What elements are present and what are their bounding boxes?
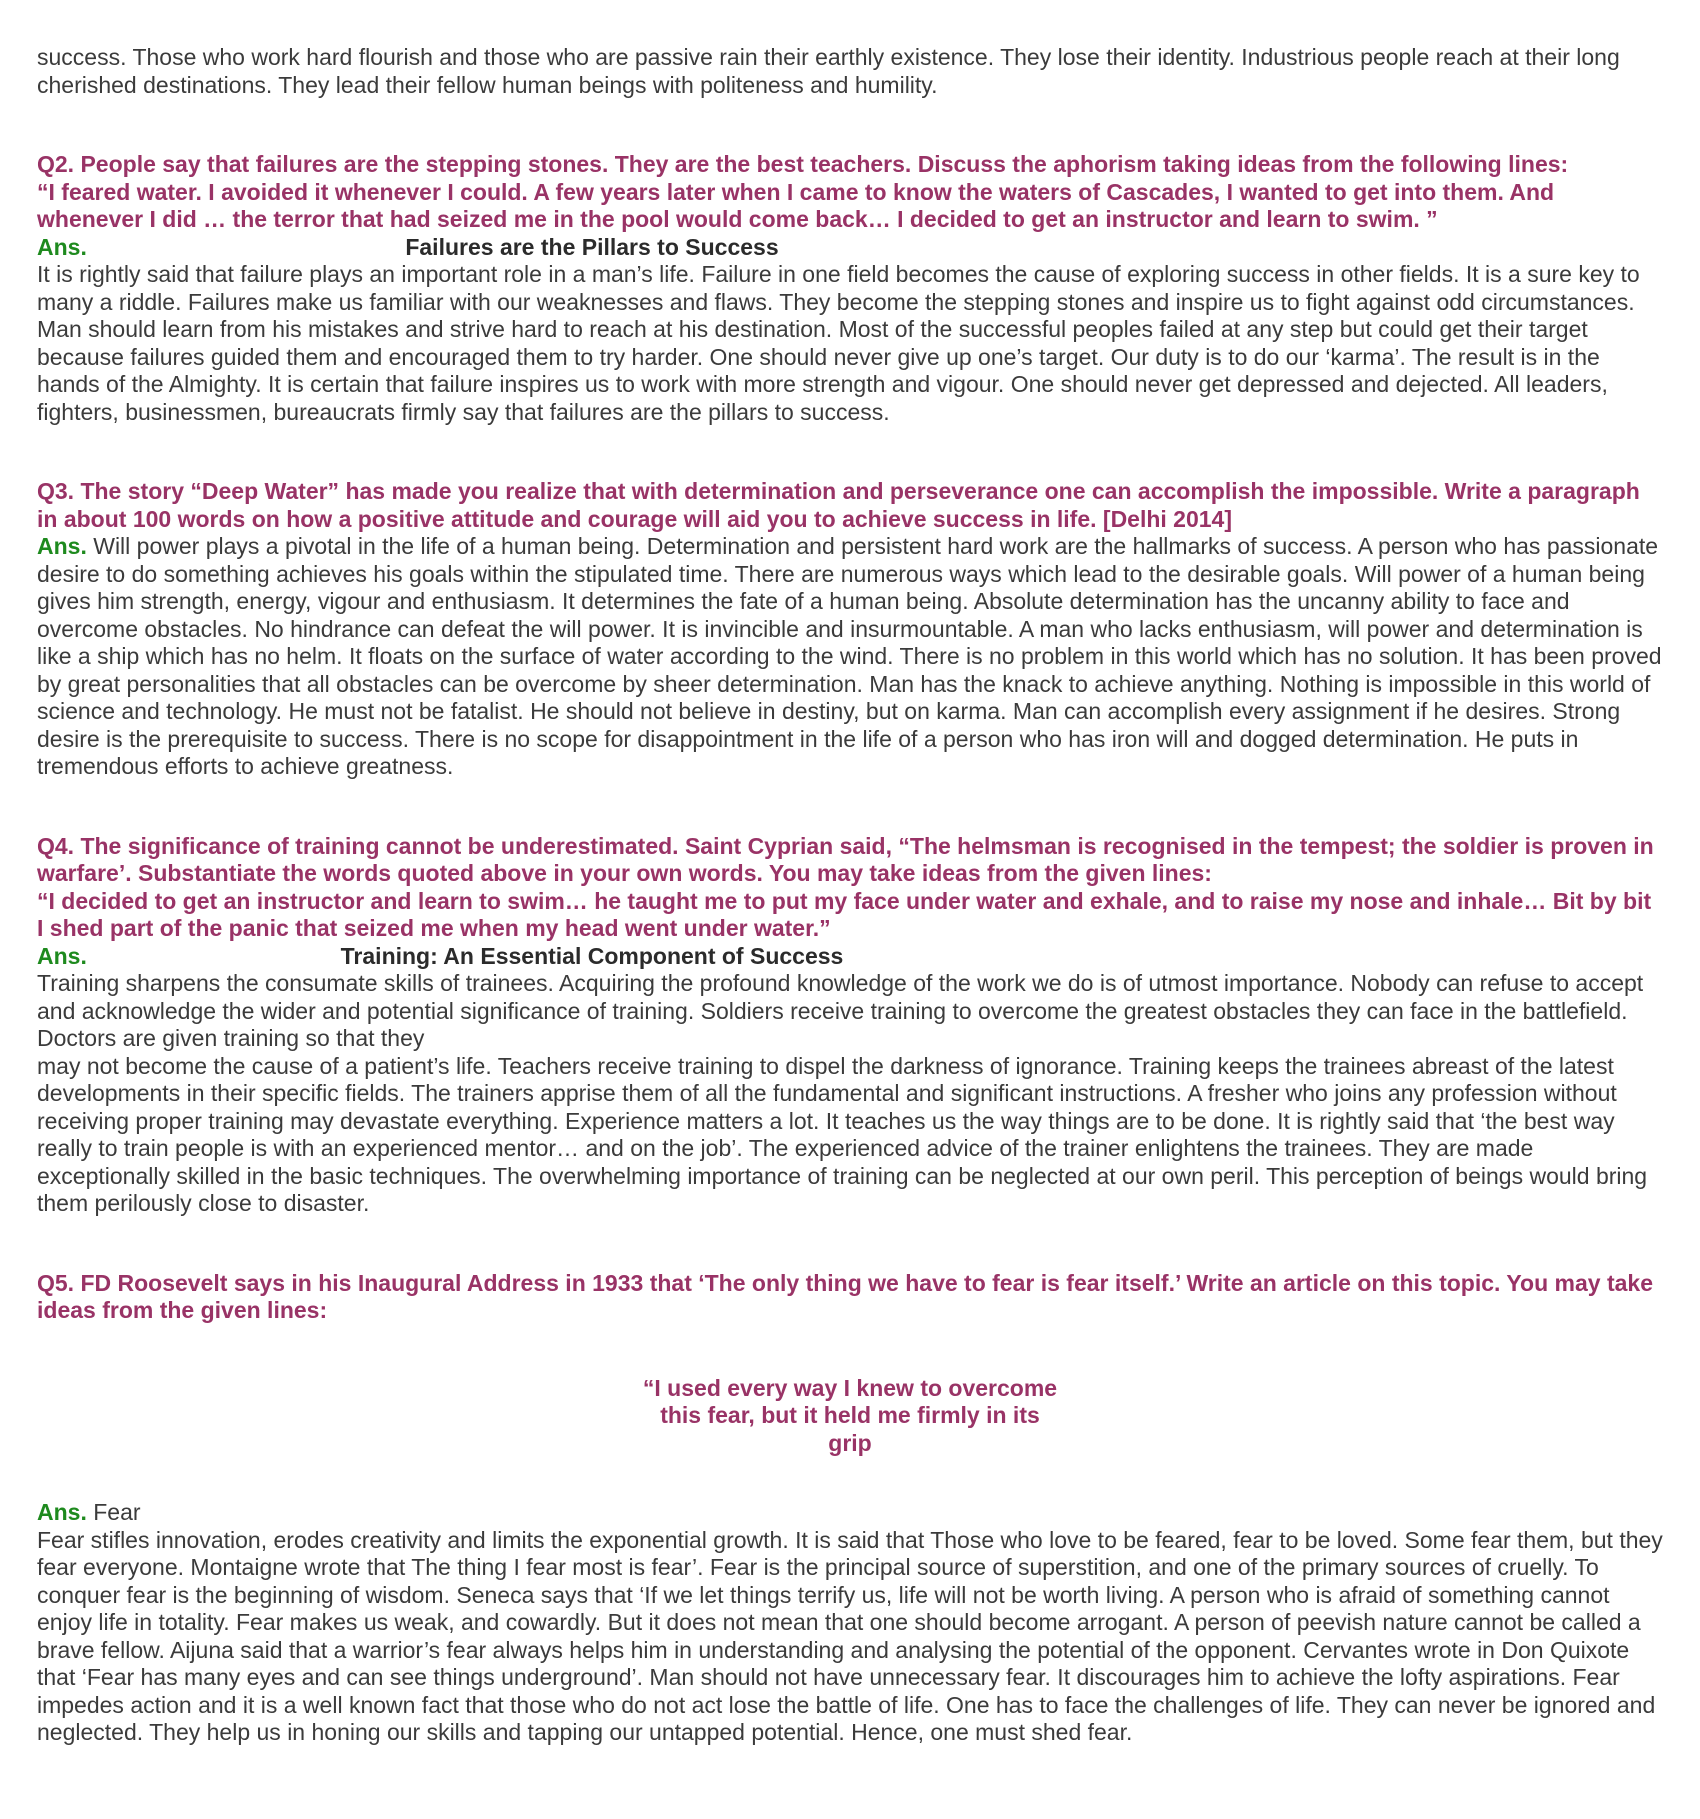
- q3-answer: Will power plays a pivotal in the life of a human being. Determination and persistent hard work are the hallmarks of success. A person who has passionate desire to do something achieves his goals within the stipulated time. There are numerous ways which lead to the desirable goals. Will power of a human being gives him strength, energy, vigour and enthusiasm. It determines the fate of a human being. Absolute determination has the uncanny ability to face and overcome obstacles. No hindrance can defeat the will power. It is invincible and insurmountable. A man who lacks enthusiasm, will power and determination is like a ship which has no helm. It floats on the surface of water according to the wind. There is no problem in this world which has no solution. It has been proved by great personalities that all obstacles can be overcome by sheer determination. Man has the knack to achieve anything. Nothing is impossible in this world of science and technology. He must not be fatalist. He should not believe in destiny, but on karma. Man can accomplish every assignment if he desires. Strong desire is the prerequisite to success. There is no scope for disappointment in the life of a person who has iron will and dogged determination. He puts in tremendous efforts to achieve greatness.: [37, 533, 1662, 779]
- q2-answer: It is rightly said that failure plays an important role in a man’s life. Failure in one field becomes the cause of exploring success in other fields. It is a sure key to many a riddle. Failures make us familiar with our weaknesses and flaws. They become the stepping stones and inspire us to fight against odd circumstances. Man should learn from his mistakes and strive hard to reach at his destination. Most of the successful peoples failed at any step but could get their target because failures guided them and encouraged them to try harder. One should never give up one’s target. Our duty is to do our ‘karma’. The result is in the hands of the Almighty. It is certain that failure inspires us to work with more strength and vigour. One should never get depressed and dejected. All leaders, fighters, businessmen, bureaucrats firmly say that failures are the pillars to success.: [37, 261, 1640, 425]
- q5-answer-title: Fear: [93, 1499, 141, 1525]
- q5-answer: Fear stifles innovation, erodes creativity and limits the exponential growth. It is said that Those who love to be feared, fear to be loved. Some fear them, but they fear everyone. Montaigne wrote that The thing I fear most is fear’. Fear is the principal source of superstition, and one of the primary sources of cruelly. To conquer fear is the beginning of wisdom. Seneca says that ‘If we let things terrify us, life will not be worth living. A person who is afraid of something cannot enjoy life in totality. Fear makes us weak, and cowardly. But it does not mean that one should become arrogant. A person of peevish nature cannot be called a brave fellow. Aijuna said that a warrior’s fear always helps him in understanding and analysing the potential of the opponent. Cervantes wrote in Don Quixote that ‘Fear has many eyes and can see things underground’. Man should not have unnecessary fear. It discourages him to achieve the lofty aspirations. Fear impedes action and it is a well known fact that those who do not act lose the battle of life. One has to face the challenges of life. They can never be ignored and neglected. They help us in honing our skills and tapping our untapped potential. Hence, one must shed fear.: [37, 1526, 1663, 1745]
- q2-answer-title: Failures are the Pillars to Success: [405, 233, 779, 260]
- q2-quote: “I feared water. I avoided it whenever I could. A few years later when I came to know the waters of Cascades, I wanted to get into them. And whenever I did … the terror that had seized me in the pool would come back… I decided to get an instructor and learn to swim. ”: [37, 178, 1555, 232]
- q3-section: [37, 478, 1663, 781]
- q4-answer-part2: may not become the cause of a patient’s life. Teachers receive training to dispel the darkness of ignorance. Training keeps the trainees abreast of the latest developments in their specific fields. The trainers apprise them of all the fundamental and significant instructions. A fresher who joins any profession without receiving proper training may devastate everything. Experience matters a lot. It teaches us the way things are to be done. It is rightly said that ‘the best way really to train people is with an experienced mentor… and on the job’. The experienced advice of the trainer enlightens the trainees. They are made exceptionally skilled in the basic techniques. The overwhelming importance of training can be neglected at our own peril. This perception of beings would bring them perilously close to disaster.: [37, 1052, 1648, 1216]
- q4-section: [37, 833, 1663, 1218]
- q5-quote-line-1: “I used every way I knew to overcome: [642, 1374, 1058, 1401]
- q2-section: [37, 151, 1663, 426]
- q5-ans-label: Ans.: [37, 1499, 87, 1525]
- q4-answer-part1: Training sharpens the consumate skills of trainees. Acquiring the profound knowledge of the work we do is of utmost importance. Nobody can refuse to accept and acknowledge the wider and potential significance of training. Soldiers receive training to overcome the greatest obstacles they can face in the battlefield. Doctors are given training so that they: [37, 970, 1644, 1051]
- q5-quote-line-3: grip: [828, 1429, 872, 1456]
- q4-quote: “I decided to get an instructor and learn to swim… he taught me to put my face under water and exhale, and to raise my nose and inhale… Bit by bit I shed part of the panic that seized me when my head went under water.”: [37, 887, 1652, 941]
- q5-center-quote: [37, 1375, 1663, 1458]
- q4-answer-title: Training: An Essential Component of Success: [340, 942, 844, 969]
- q3-ans-label: Ans.: [37, 533, 87, 559]
- q5-section: [37, 1270, 1663, 1747]
- q4-question: Q4. The significance of training cannot be underestimated. Saint Cyprian said, “The helmsman is recognised in the tempest; the soldier is proven in warfare’. Substantiate the words quoted above in your own words. You may take ideas from the given lines:: [37, 832, 1654, 886]
- q5-ans-row: [37, 1499, 1663, 1527]
- q5-quote-line-2: this fear, but it held me firmly in its: [660, 1402, 1040, 1428]
- q4-ans-label: Ans.: [37, 942, 87, 969]
- q3-ans-paragraph: [37, 533, 1663, 781]
- q4-ans-row: [37, 943, 1663, 971]
- q2-ans-row: [37, 234, 1663, 262]
- q3-question: Q3. The story “Deep Water” has made you realize that with determination and perseverance one can accomplish the impossible. Write a paragraph in about 100 words on how a positive attitude and courage will aid you to achieve success in life. [Delhi 2014]: [37, 478, 1640, 532]
- q2-ans-label: Ans.: [37, 233, 87, 260]
- q2-question: Q2. People say that failures are the stepping stones. They are the best teachers. Discuss the aphorism taking ideas from the following lines:: [37, 151, 1569, 177]
- q5-question: Q5. FD Roosevelt says in his Inaugural Address in 1933 that ‘The only thing we have to fear is fear itself.’ Write an article on this topic. You may take ideas from the given lines:: [37, 1269, 1653, 1323]
- intro-paragraph: success. Those who work hard flourish and those who are passive rain their earthly existence. They lose their identity. Industrious people reach at their long cherished destinations. They lead their fellow human beings with politeness and humility.: [37, 44, 1620, 98]
